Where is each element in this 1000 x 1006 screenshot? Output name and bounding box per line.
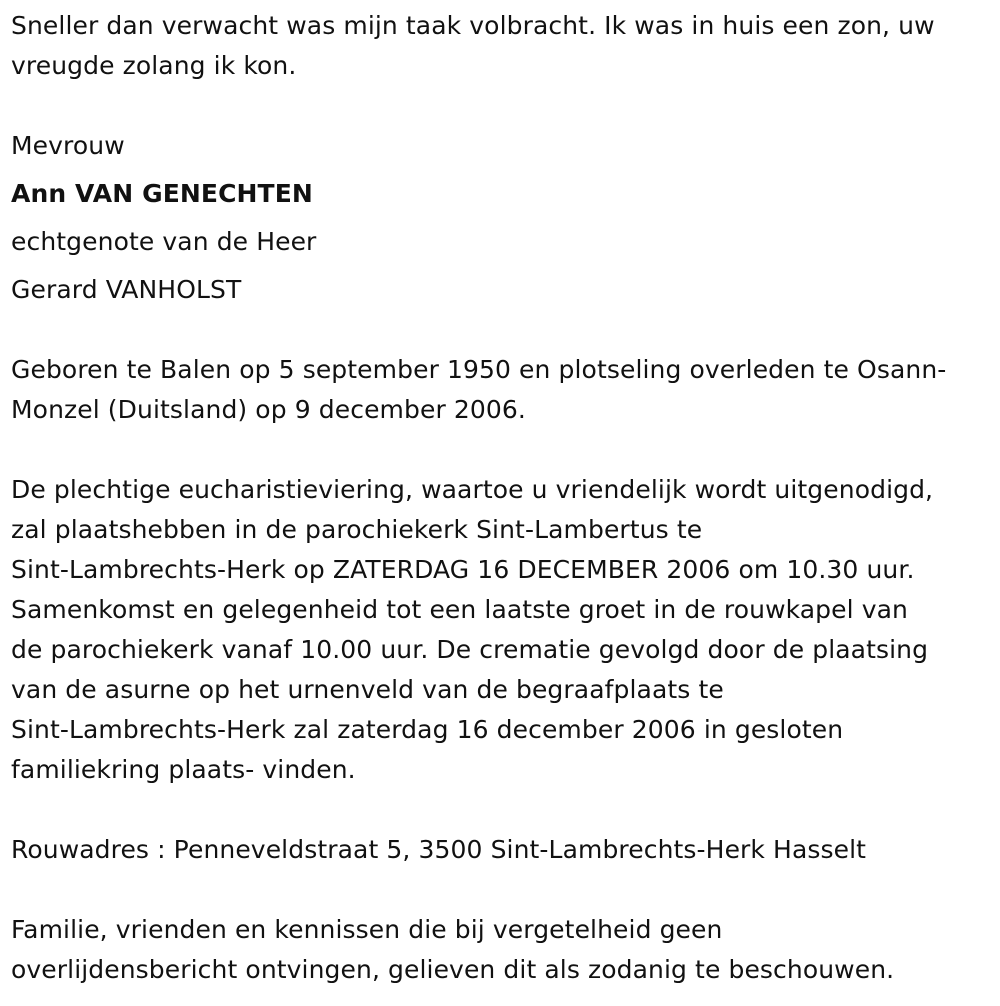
person-relation: echtgenote van de Heer [11, 227, 317, 256]
closing-line-1: Familie, vrienden en kennissen die bij vergetelheid geen [11, 915, 723, 944]
ceremony-line-5: de parochiekerk vanaf 10.00 uur. De crematie gevolgd door de plaatsing [11, 635, 929, 664]
intro-line-1: Sneller dan verwacht was mijn taak volbracht. Ik was in huis een zon, uw [11, 11, 935, 40]
ceremony-line-2: zal plaatshebben in de parochiekerk Sint-Lambertus te [11, 515, 703, 544]
ceremony-line-6: van de asurne op het urnenveld van de begraafplaats te [11, 675, 724, 704]
ceremony-line-1: De plechtige eucharistieviering, waartoe u vriendelijk wordt uitgenodigd, [11, 475, 934, 504]
intro-line-2: vreugde zolang ik kon. [11, 51, 297, 80]
ceremony-line-3: Sint-Lambrechts-Herk op ZATERDAG 16 DECEMBER 2006 om 10.30 uur. [11, 555, 915, 584]
address-line: Rouwadres : Penneveldstraat 5, 3500 Sint-Lambrechts-Herk Hasselt [11, 835, 867, 864]
ceremony-line-8: familiekring plaats- vinden. [11, 755, 356, 784]
closing-line-2: overlijdensbericht ontvingen, gelieven dit als zodanig te beschouwen. [11, 955, 895, 984]
spouse-name: Gerard VANHOLST [11, 275, 242, 304]
person-title: Mevrouw [11, 131, 125, 160]
ceremony-line-4: Samenkomst en gelegenheid tot een laatste groet in de rouwkapel van [11, 595, 908, 624]
birth-death-line-1: Geboren te Balen op 5 september 1950 en plotseling overleden te Osann- [11, 355, 947, 384]
ceremony-line-7: Sint-Lambrechts-Herk zal zaterdag 16 december 2006 in gesloten [11, 715, 844, 744]
person-name: Ann VAN GENECHTEN [11, 179, 313, 208]
birth-death-line-2: Monzel (Duitsland) op 9 december 2006. [11, 395, 526, 424]
